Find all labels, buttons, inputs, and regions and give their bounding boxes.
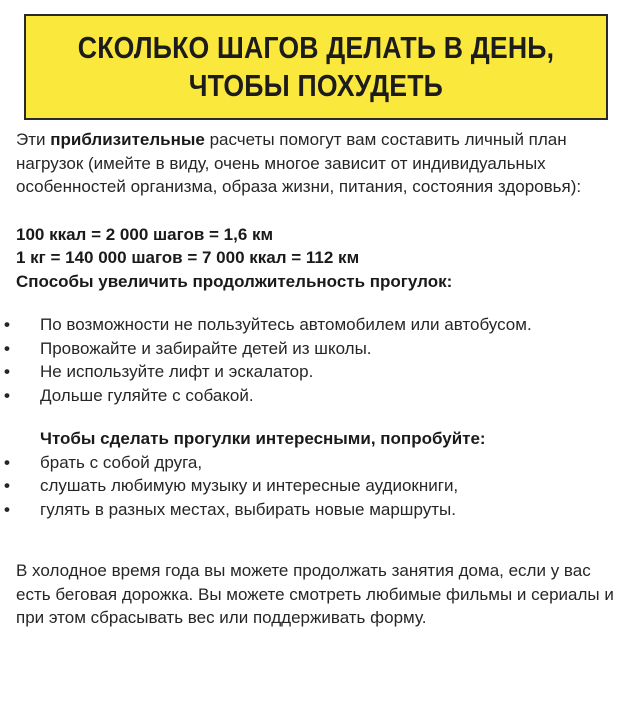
ways-list: [4, 313, 628, 407]
list-item-text: слушать любимую музыку и интересные аудиокниги,: [40, 476, 459, 495]
list-item-text: По возможности не пользуйтесь автомобилем или автобусом.: [40, 315, 532, 334]
title-banner: [24, 14, 608, 120]
ways-heading: Способы увеличить продолжительность прогулок:: [16, 271, 453, 291]
list-item-text: Провожайте и забирайте детей из школы.: [40, 338, 372, 358]
list-item: [4, 360, 628, 384]
bullet-icon: •: [4, 385, 10, 405]
bullet-icon: •: [4, 338, 10, 358]
intro-prefix: Эти: [16, 130, 51, 149]
list-item-text: Дольше гуляйте с собакой.: [40, 385, 254, 405]
article-body: [4, 128, 628, 630]
interesting-list: [4, 451, 628, 522]
list-item: [4, 337, 628, 361]
list-item: [4, 451, 628, 475]
list-item: [4, 498, 628, 522]
title-line-2: ЧТОБЫ ПОХУДЕТЬ: [188, 68, 444, 103]
list-item: [4, 474, 628, 498]
intro-rest: расчеты помогут вам составить личный план нагрузок (имейте в виду, очень многое зависит от индивидуальных особенностей организма, образа жизни, питания, состояния здоровья):: [16, 130, 582, 196]
bullet-icon: •: [4, 499, 10, 519]
intro-bold-word: приблизительные: [50, 130, 205, 149]
list-item-text: гулять в разных местах, выбирать новые маршруты.: [40, 499, 456, 519]
bullet-icon: •: [4, 476, 10, 495]
formula-calories: 100 ккал = 2 000 шагов = 1,6 км: [16, 224, 274, 244]
formula-kilogram: 1 кг = 140 000 шагов = 7 000 ккал = 112 км: [16, 248, 360, 267]
closing-paragraph: В холодное время года вы можете продолжать занятия дома, если у вас есть беговая дорожка. Вы можете смотреть любимые фильмы и сериалы и при этом сбрасывать вес или поддерживать форму.: [16, 561, 614, 627]
list-item-text: Не используйте лифт и эскалатор.: [40, 362, 314, 381]
list-item: [4, 313, 628, 337]
intro-paragraph: [16, 128, 628, 199]
list-item-text: брать с собой друга,: [40, 452, 203, 472]
bullet-icon: •: [4, 315, 10, 334]
interesting-heading: Чтобы сделать прогулки интересными, попробуйте:: [40, 429, 486, 448]
list-item: [4, 384, 628, 408]
bullet-icon: •: [4, 362, 10, 381]
bullet-icon: •: [4, 452, 10, 472]
title-line-1: СКОЛЬКО ШАГОВ ДЕЛАТЬ В ДЕНЬ,: [77, 30, 555, 65]
